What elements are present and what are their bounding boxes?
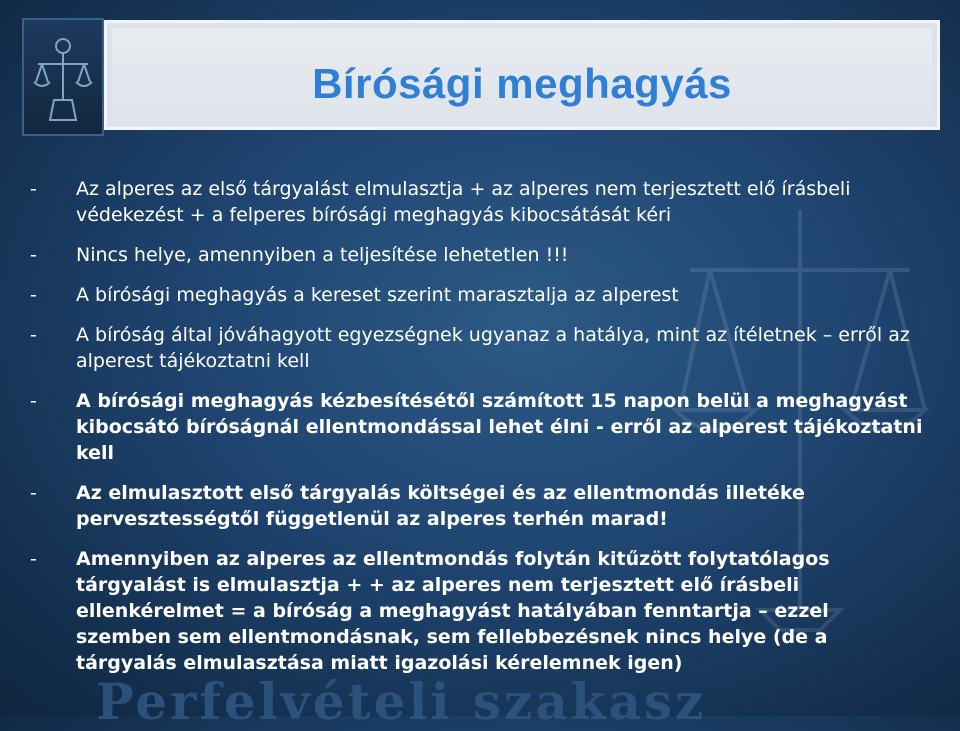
bullet-dash: - xyxy=(30,284,37,306)
list-item xyxy=(30,480,930,532)
footer-watermark: Perfelvételi szakasz xyxy=(96,672,707,731)
list-item xyxy=(30,242,930,268)
item-text: Az alperes az első tárgyalást elmulasztja + az alperes nem terjesztett elő írásbeli védekezést + a felperes bírósági meghagyás kibocsátását kéri xyxy=(76,178,851,226)
item-text: A bírósági meghagyás kézbesítésétől számított 15 napon belül a meghagyást kibocsátó bíróságnál ellentmondással lehet élni - erről az alperest tájékoztatni kell xyxy=(76,390,923,464)
page-title: Bírósági meghagyás xyxy=(312,60,732,107)
item-text: A bírósági meghagyás a kereset szerint marasztalja az alperest xyxy=(76,284,679,306)
bullet-dash: - xyxy=(30,324,37,346)
bullet-dash: - xyxy=(30,482,37,504)
item-text: Az elmulasztott első tárgyalás költségei és az ellentmondás illetéke pervesztességtől függetlenül az alperes terhén marad! xyxy=(76,482,805,530)
bullet-dash: - xyxy=(30,178,37,200)
bullet-list xyxy=(30,176,930,676)
bullet-dash: - xyxy=(30,244,37,266)
item-text: A bíróság által jóváhagyott egyezségnek ugyanaz a hatálya, mint az ítéletnek – erről az alperest tájékoztatni kell xyxy=(76,324,910,372)
bullet-dash: - xyxy=(30,390,37,412)
list-item xyxy=(30,546,930,676)
title-bar xyxy=(104,20,940,130)
bullet-dash: - xyxy=(30,548,37,570)
list-item xyxy=(30,322,930,374)
item-text: Amennyiben az alperes az ellentmondás folytán kitűzött folytatólagos tárgyalást is elmulasztja + + az alperes nem terjesztett elő írásbeli ellenkérelmet = a bíróság a meghagyást hatályában fenntartja – ezzel szemben sem ellentmondásnak, sem fellebbezésnek nincs helye (de a tárgyalás elmulasztása miatt igazolási kérelemnek igen) xyxy=(76,548,830,674)
list-item xyxy=(30,388,930,466)
justice-logo-icon xyxy=(22,18,104,136)
list-item xyxy=(30,282,930,308)
list-item xyxy=(30,176,930,228)
item-text: Nincs helye, amennyiben a teljesítése lehetetlen !!! xyxy=(76,244,569,266)
